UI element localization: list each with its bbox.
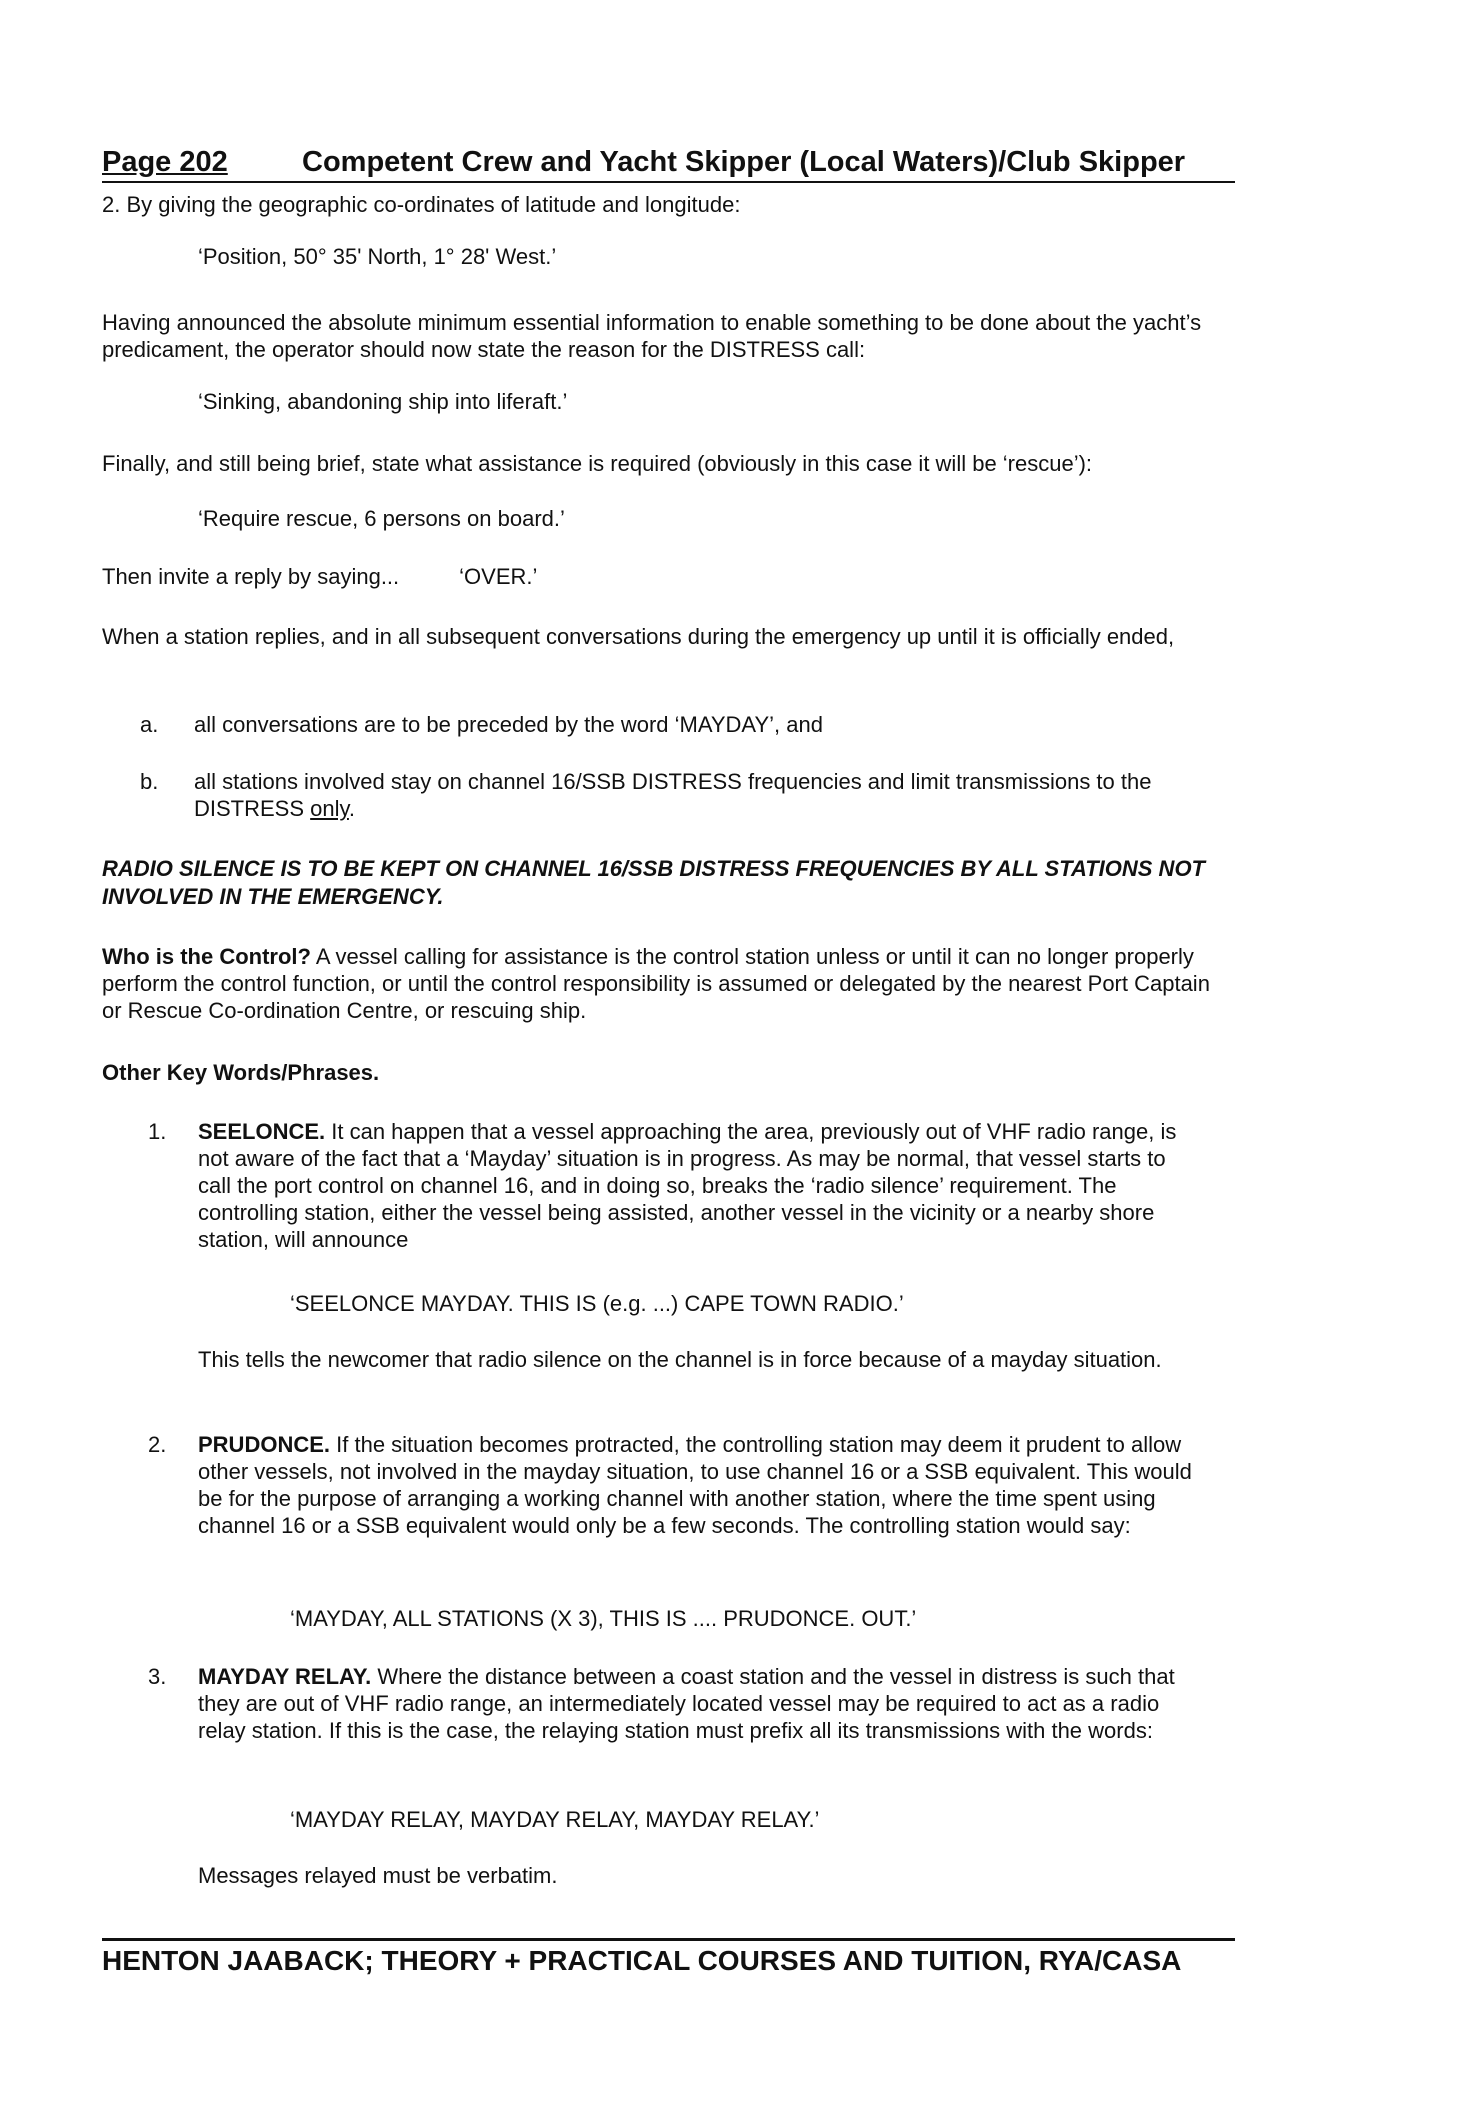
key-word-1-quote: ‘SEELONCE MAYDAY. THIS IS (e.g. ...) CAPE TOWN RADIO.’ — [290, 1291, 904, 1316]
key-word-1-paragraph — [198, 1118, 1198, 1253]
key-word-2-paragraph — [198, 1431, 1198, 1539]
page-number: Page 202 — [102, 146, 228, 178]
assistance-paragraph: Finally, and still being brief, state what assistance is required (obviously in this case it will be ‘rescue’): — [102, 451, 1093, 476]
key-word-3-text: Where the distance between a coast station and the vessel in distress is such that they are out of VHF radio range, an intermediately located vessel may be required to act as a radio relay station. If this is the case, the relaying station must prefix all its transmissions with the words: — [198, 1664, 1175, 1743]
page-footer: HENTON JAABACK; THEORY + PRACTICAL COURSES AND TUITION, RYA/CASA — [102, 1938, 1235, 1977]
station-paragraph: When a station replies, and in all subsequent conversations during the emergency up until it is officially ended, — [102, 624, 1175, 649]
rule-a-text: all conversations are to be preceded by the word ‘MAYDAY’, and — [194, 712, 823, 737]
key-word-2-term: PRUDONCE. — [198, 1432, 331, 1457]
radio-silence-notice: RADIO SILENCE IS TO BE KEPT ON CHANNEL 16/SSB DISTRESS FREQUENCIES BY ALL STATIONS NOT INVOLVED IN THE EMERGENCY. — [102, 856, 1205, 909]
rule-b-label: b. — [140, 769, 159, 794]
key-word-3-term: MAYDAY RELAY. — [198, 1664, 372, 1689]
sinking-quote: ‘Sinking, abandoning ship into liferaft.’ — [198, 389, 568, 414]
control-heading: Who is the Control? — [102, 944, 311, 969]
key-word-1-term: SEELONCE. — [198, 1119, 326, 1144]
key-word-1-after: This tells the newcomer that radio silence on the channel is in force because of a mayday situation. — [198, 1347, 1162, 1372]
rule-a-label: a. — [140, 712, 159, 737]
rescue-quote: ‘Require rescue, 6 persons on board.’ — [198, 506, 565, 531]
key-word-2-quote: ‘MAYDAY, ALL STATIONS (X 3), THIS IS .... PRUDONCE. OUT.’ — [290, 1606, 917, 1631]
key-word-3-number: 3. — [148, 1664, 167, 1689]
key-word-2-text: If the situation becomes protracted, the controlling station may deem it prudent to allow other vessels, not involved in the mayday situation, to use channel 16 or a SSB equivalent. This would be for the purpose of arranging a working channel with another station, where the time spent using channel 16 or a SSB equivalent would only be a few seconds. The controlling station would say: — [198, 1432, 1192, 1538]
key-word-2-number: 2. — [148, 1432, 167, 1457]
rule-b — [194, 768, 1235, 822]
reason-paragraph: Having announced the absolute minimum essential information to enable something to be done about the yacht’s predicament, the operator should now state the reason for the DISTRESS call: — [102, 310, 1202, 362]
key-word-1-number: 1. — [148, 1119, 167, 1144]
item-2-coordinates: 2. By giving the geographic co-ordinates of latitude and longitude: — [102, 192, 741, 217]
key-word-3-quote: ‘MAYDAY RELAY, MAYDAY RELAY, MAYDAY RELAY.’ — [290, 1807, 820, 1832]
rule-b-end: . — [348, 796, 356, 821]
key-word-1-text: It can happen that a vessel approaching the area, previously out of VHF radio range, is not aware of the fact that a ‘Mayday’ situation is in progress. As may be normal, that vessel starts to call the port control on channel 16, and in doing so, breaks the ‘radio silence’ requirement. The controlling station, either the vessel being assisted, another vessel in the vicinity or a nearby shore station, will announce — [198, 1119, 1177, 1252]
control-paragraph — [102, 943, 1235, 1024]
position-quote: ‘Position, 50° 35' North, 1° 28' West.’ — [198, 244, 557, 269]
over-text: ‘OVER.’ — [459, 564, 538, 589]
book-title: Competent Crew and Yacht Skipper (Local Waters)/Club Skipper — [302, 146, 1186, 178]
page-header — [102, 146, 1235, 183]
key-word-3-after: Messages relayed must be verbatim. — [198, 1863, 558, 1888]
invite-line — [102, 563, 1235, 590]
rule-b-only: only — [310, 796, 349, 821]
rule-b-text: all stations involved stay on channel 16/SSB DISTRESS frequencies and limit transmissions to the DISTRESS — [194, 769, 1152, 821]
key-word-3-paragraph — [198, 1663, 1198, 1744]
key-words-heading: Other Key Words/Phrases. — [102, 1060, 380, 1085]
control-text: A vessel calling for assistance is the control station unless or until it can no longer properly perform the control function, or until the control responsibility is assumed or delegated by the nearest Port Captain or Rescue Co-ordination Centre, or rescuing ship. — [102, 944, 1210, 1023]
invite-text: Then invite a reply by saying... — [102, 564, 400, 589]
